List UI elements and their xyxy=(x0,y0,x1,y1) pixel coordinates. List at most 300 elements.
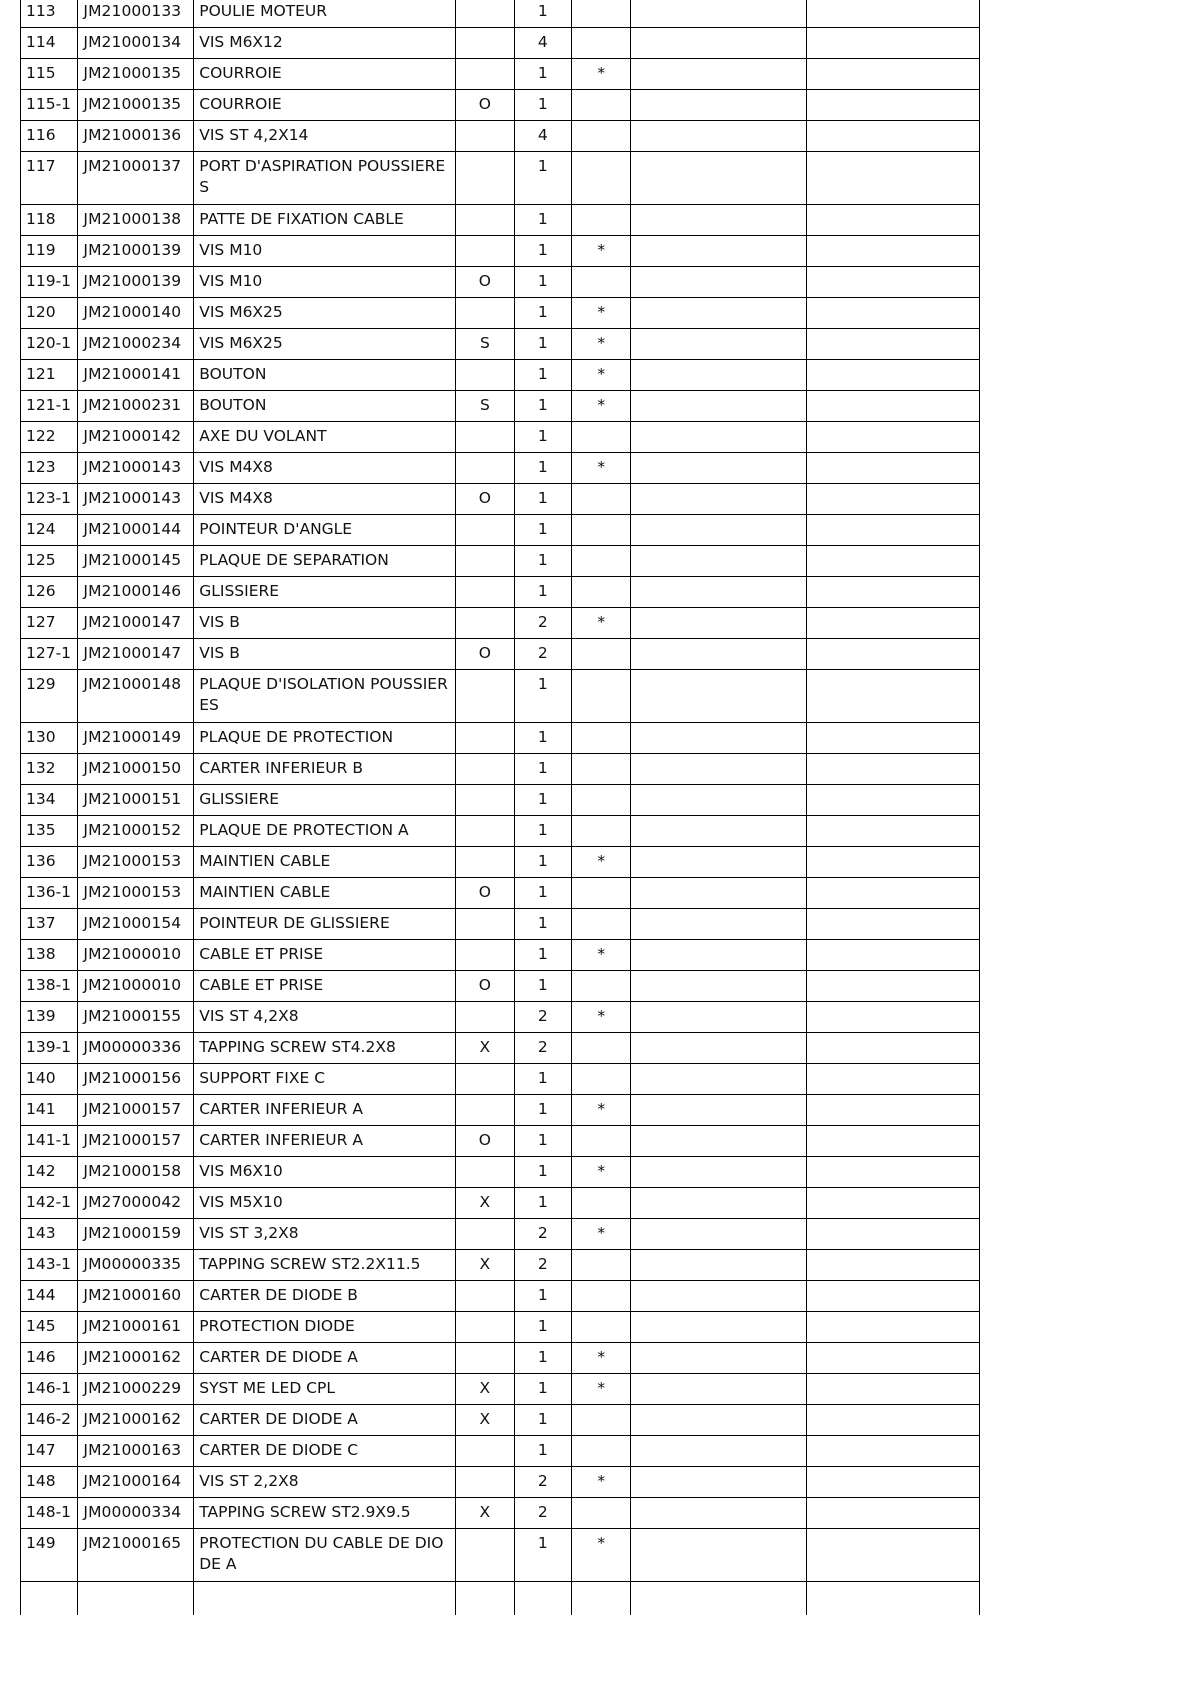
part-mark-cell: O xyxy=(456,266,514,297)
empty-cell xyxy=(631,1125,806,1156)
part-ref-cell: 137 xyxy=(21,908,78,939)
part-code-cell: JM21000152 xyxy=(78,815,194,846)
part-mark-cell: X xyxy=(456,1497,514,1528)
table-row xyxy=(21,970,980,1001)
part-ref-cell: 118 xyxy=(21,204,78,235)
part-qty-cell: 1 xyxy=(514,328,571,359)
part-code-cell: JM21000164 xyxy=(78,1466,194,1497)
part-ref-cell: 123 xyxy=(21,452,78,483)
part-mark-cell: X xyxy=(456,1032,514,1063)
empty-cell xyxy=(806,1342,979,1373)
empty-cell xyxy=(21,1581,78,1615)
part-star-cell xyxy=(571,27,630,58)
part-star-cell xyxy=(571,1280,630,1311)
part-ref-cell: 143-1 xyxy=(21,1249,78,1280)
part-star-cell xyxy=(571,1032,630,1063)
part-description-cell: PATTE DE FIXATION CABLE xyxy=(194,204,456,235)
part-qty-cell: 1 xyxy=(514,1311,571,1342)
part-ref-cell: 125 xyxy=(21,545,78,576)
part-qty-cell: 1 xyxy=(514,452,571,483)
table-row xyxy=(21,120,980,151)
empty-cell xyxy=(631,1404,806,1435)
empty-cell xyxy=(631,1001,806,1032)
part-ref-cell: 120 xyxy=(21,297,78,328)
empty-cell xyxy=(806,452,979,483)
part-description-cell: PLAQUE D'ISOLATION POUSSIER ES xyxy=(194,669,456,722)
part-star-cell xyxy=(571,89,630,120)
part-description-cell: MAINTIEN CABLE xyxy=(194,877,456,908)
empty-cell xyxy=(631,784,806,815)
empty-cell xyxy=(631,1280,806,1311)
part-code-cell: JM21000150 xyxy=(78,753,194,784)
empty-cell xyxy=(806,58,979,89)
part-star-cell xyxy=(571,1249,630,1280)
empty-cell xyxy=(631,576,806,607)
part-mark-cell xyxy=(456,0,514,27)
table-row xyxy=(21,1435,980,1466)
empty-cell xyxy=(631,908,806,939)
empty-cell xyxy=(806,1528,979,1581)
empty-cell xyxy=(806,1063,979,1094)
part-qty-cell: 1 xyxy=(514,939,571,970)
part-ref-cell: 139-1 xyxy=(21,1032,78,1063)
part-description-cell: CARTER INFERIEUR B xyxy=(194,753,456,784)
part-mark-cell: O xyxy=(456,1125,514,1156)
part-qty-cell: 1 xyxy=(514,1435,571,1466)
part-ref-cell: 116 xyxy=(21,120,78,151)
part-qty-cell: 1 xyxy=(514,669,571,722)
part-star-cell xyxy=(571,576,630,607)
empty-cell xyxy=(806,151,979,204)
part-ref-cell: 130 xyxy=(21,722,78,753)
empty-cell xyxy=(631,483,806,514)
empty-cell xyxy=(631,1187,806,1218)
part-qty-cell: 1 xyxy=(514,784,571,815)
part-mark-cell: O xyxy=(456,89,514,120)
part-ref-cell: 139 xyxy=(21,1001,78,1032)
part-star-cell xyxy=(571,514,630,545)
part-mark-cell xyxy=(456,815,514,846)
empty-cell xyxy=(631,638,806,669)
table-row xyxy=(21,514,980,545)
part-code-cell: JM21000161 xyxy=(78,1311,194,1342)
part-ref-cell: 113 xyxy=(21,0,78,27)
empty-cell xyxy=(806,1311,979,1342)
part-qty-cell: 1 xyxy=(514,722,571,753)
part-star-cell xyxy=(571,1187,630,1218)
empty-cell xyxy=(631,151,806,204)
part-description-cell: PLAQUE DE SEPARATION xyxy=(194,545,456,576)
empty-cell xyxy=(194,1581,456,1615)
part-ref-cell: 119-1 xyxy=(21,266,78,297)
part-code-cell: JM21000158 xyxy=(78,1156,194,1187)
table-row xyxy=(21,669,980,722)
empty-cell xyxy=(631,204,806,235)
part-ref-cell: 134 xyxy=(21,784,78,815)
parts-table xyxy=(20,0,980,1615)
part-description-cell: TAPPING SCREW ST4.2X8 xyxy=(194,1032,456,1063)
part-mark-cell: X xyxy=(456,1373,514,1404)
empty-cell xyxy=(631,1373,806,1404)
empty-cell xyxy=(631,877,806,908)
empty-cell xyxy=(806,483,979,514)
part-qty-cell: 2 xyxy=(514,1497,571,1528)
part-mark-cell xyxy=(456,576,514,607)
part-code-cell: JM21000143 xyxy=(78,452,194,483)
empty-cell xyxy=(806,235,979,266)
part-description-cell: POULIE MOTEUR xyxy=(194,0,456,27)
table-row xyxy=(21,328,980,359)
part-ref-cell: 114 xyxy=(21,27,78,58)
empty-cell xyxy=(806,0,979,27)
part-ref-cell: 148 xyxy=(21,1466,78,1497)
blank-table-row xyxy=(21,1581,980,1615)
part-qty-cell: 1 xyxy=(514,576,571,607)
empty-cell xyxy=(631,390,806,421)
part-star-cell xyxy=(571,877,630,908)
table-row xyxy=(21,846,980,877)
part-mark-cell xyxy=(456,1466,514,1497)
empty-cell xyxy=(806,1032,979,1063)
part-qty-cell: 1 xyxy=(514,1404,571,1435)
part-description-cell: CABLE ET PRISE xyxy=(194,939,456,970)
part-ref-cell: 141-1 xyxy=(21,1125,78,1156)
part-description-cell: PLAQUE DE PROTECTION xyxy=(194,722,456,753)
part-mark-cell xyxy=(456,1311,514,1342)
part-qty-cell: 1 xyxy=(514,235,571,266)
part-ref-cell: 121-1 xyxy=(21,390,78,421)
part-description-cell: CARTER DE DIODE A xyxy=(194,1342,456,1373)
part-qty-cell: 2 xyxy=(514,607,571,638)
empty-cell xyxy=(806,1218,979,1249)
part-code-cell: JM21000138 xyxy=(78,204,194,235)
table-row xyxy=(21,1249,980,1280)
part-ref-cell: 142-1 xyxy=(21,1187,78,1218)
part-description-cell: VIS M4X8 xyxy=(194,452,456,483)
part-star-cell: * xyxy=(571,1001,630,1032)
part-mark-cell xyxy=(456,58,514,89)
part-qty-cell: 1 xyxy=(514,266,571,297)
part-description-cell: PROTECTION DIODE xyxy=(194,1311,456,1342)
part-mark-cell xyxy=(456,1001,514,1032)
part-code-cell: JM21000135 xyxy=(78,58,194,89)
empty-cell xyxy=(806,1373,979,1404)
part-qty-cell: 1 xyxy=(514,1125,571,1156)
empty-cell xyxy=(78,1581,194,1615)
part-description-cell: COURROIE xyxy=(194,58,456,89)
empty-cell xyxy=(631,1528,806,1581)
table-row xyxy=(21,1156,980,1187)
part-mark-cell xyxy=(456,297,514,328)
part-ref-cell: 148-1 xyxy=(21,1497,78,1528)
empty-cell xyxy=(631,297,806,328)
empty-cell xyxy=(806,815,979,846)
part-description-cell: PORT D'ASPIRATION POUSSIERE S xyxy=(194,151,456,204)
part-code-cell: JM21000153 xyxy=(78,846,194,877)
part-qty-cell: 2 xyxy=(514,1249,571,1280)
part-star-cell xyxy=(571,204,630,235)
part-star-cell xyxy=(571,0,630,27)
empty-cell xyxy=(631,846,806,877)
part-mark-cell xyxy=(456,1528,514,1581)
table-row xyxy=(21,390,980,421)
empty-cell xyxy=(806,970,979,1001)
part-mark-cell xyxy=(456,27,514,58)
empty-cell xyxy=(631,753,806,784)
table-row xyxy=(21,1032,980,1063)
empty-cell xyxy=(631,1063,806,1094)
part-description-cell: GLISSIERE xyxy=(194,576,456,607)
empty-cell xyxy=(806,1249,979,1280)
part-description-cell: MAINTIEN CABLE xyxy=(194,846,456,877)
part-mark-cell: O xyxy=(456,638,514,669)
part-mark-cell xyxy=(456,1342,514,1373)
table-row xyxy=(21,784,980,815)
empty-cell xyxy=(631,1581,806,1615)
part-mark-cell xyxy=(456,753,514,784)
empty-cell xyxy=(806,1280,979,1311)
part-description-cell: SUPPORT FIXE C xyxy=(194,1063,456,1094)
part-description-cell: VIS M6X25 xyxy=(194,328,456,359)
part-code-cell: JM21000146 xyxy=(78,576,194,607)
part-qty-cell: 1 xyxy=(514,877,571,908)
empty-cell xyxy=(631,1156,806,1187)
table-row xyxy=(21,359,980,390)
part-star-cell xyxy=(571,1435,630,1466)
part-qty-cell: 1 xyxy=(514,815,571,846)
part-code-cell: JM21000139 xyxy=(78,235,194,266)
part-description-cell: VIS M10 xyxy=(194,266,456,297)
table-row xyxy=(21,204,980,235)
part-code-cell: JM21000135 xyxy=(78,89,194,120)
part-mark-cell xyxy=(456,908,514,939)
part-code-cell: JM21000140 xyxy=(78,297,194,328)
part-mark-cell xyxy=(456,939,514,970)
part-ref-cell: 142 xyxy=(21,1156,78,1187)
part-code-cell: JM21000136 xyxy=(78,120,194,151)
part-description-cell: POINTEUR D'ANGLE xyxy=(194,514,456,545)
part-star-cell: * xyxy=(571,1528,630,1581)
empty-cell xyxy=(631,1032,806,1063)
part-qty-cell: 1 xyxy=(514,1156,571,1187)
part-star-cell xyxy=(571,638,630,669)
part-description-cell: VIS B xyxy=(194,607,456,638)
part-qty-cell: 1 xyxy=(514,1187,571,1218)
empty-cell xyxy=(806,1094,979,1125)
table-row xyxy=(21,1218,980,1249)
part-ref-cell: 123-1 xyxy=(21,483,78,514)
empty-cell xyxy=(806,266,979,297)
part-mark-cell: S xyxy=(456,390,514,421)
part-description-cell: SYST ME LED CPL xyxy=(194,1373,456,1404)
part-ref-cell: 121 xyxy=(21,359,78,390)
table-row xyxy=(21,58,980,89)
part-qty-cell: 1 xyxy=(514,1094,571,1125)
table-row xyxy=(21,607,980,638)
part-code-cell: JM21000229 xyxy=(78,1373,194,1404)
part-description-cell: CARTER INFERIEUR A xyxy=(194,1094,456,1125)
empty-cell xyxy=(806,1581,979,1615)
table-row xyxy=(21,1125,980,1156)
empty-cell xyxy=(806,1466,979,1497)
table-row xyxy=(21,1404,980,1435)
part-star-cell: * xyxy=(571,1466,630,1497)
part-ref-cell: 115-1 xyxy=(21,89,78,120)
part-qty-cell: 1 xyxy=(514,1342,571,1373)
table-row xyxy=(21,1094,980,1125)
part-code-cell: JM21000142 xyxy=(78,421,194,452)
table-row xyxy=(21,1497,980,1528)
part-mark-cell xyxy=(456,452,514,483)
empty-cell xyxy=(806,638,979,669)
empty-cell xyxy=(806,669,979,722)
table-row xyxy=(21,452,980,483)
table-row xyxy=(21,1342,980,1373)
empty-cell xyxy=(631,0,806,27)
part-qty-cell: 1 xyxy=(514,58,571,89)
table-row xyxy=(21,1063,980,1094)
part-description-cell: VIS ST 4,2X14 xyxy=(194,120,456,151)
part-ref-cell: 146-2 xyxy=(21,1404,78,1435)
part-description-cell: PLAQUE DE PROTECTION A xyxy=(194,815,456,846)
empty-cell xyxy=(631,939,806,970)
table-row xyxy=(21,89,980,120)
part-star-cell xyxy=(571,483,630,514)
part-star-cell xyxy=(571,1311,630,1342)
part-code-cell: JM21000010 xyxy=(78,939,194,970)
part-description-cell: CARTER DE DIODE C xyxy=(194,1435,456,1466)
part-description-cell: TAPPING SCREW ST2.9X9.5 xyxy=(194,1497,456,1528)
part-star-cell: * xyxy=(571,607,630,638)
part-ref-cell: 146 xyxy=(21,1342,78,1373)
part-star-cell xyxy=(571,1497,630,1528)
part-qty-cell: 1 xyxy=(514,970,571,1001)
empty-cell xyxy=(806,939,979,970)
part-description-cell: VIS ST 2,2X8 xyxy=(194,1466,456,1497)
part-ref-cell: 126 xyxy=(21,576,78,607)
empty-cell xyxy=(806,1435,979,1466)
part-qty-cell: 1 xyxy=(514,908,571,939)
part-mark-cell xyxy=(456,421,514,452)
empty-cell xyxy=(631,722,806,753)
part-ref-cell: 129 xyxy=(21,669,78,722)
part-mark-cell xyxy=(456,359,514,390)
part-mark-cell: O xyxy=(456,970,514,1001)
part-code-cell: JM21000010 xyxy=(78,970,194,1001)
part-ref-cell: 147 xyxy=(21,1435,78,1466)
empty-cell xyxy=(571,1581,630,1615)
part-mark-cell: O xyxy=(456,877,514,908)
part-description-cell: TAPPING SCREW ST2.2X11.5 xyxy=(194,1249,456,1280)
empty-cell xyxy=(514,1581,571,1615)
part-code-cell: JM21000153 xyxy=(78,877,194,908)
part-qty-cell: 2 xyxy=(514,1466,571,1497)
part-qty-cell: 1 xyxy=(514,846,571,877)
part-star-cell: * xyxy=(571,939,630,970)
empty-cell xyxy=(631,514,806,545)
part-description-cell: VIS M5X10 xyxy=(194,1187,456,1218)
table-row xyxy=(21,27,980,58)
part-qty-cell: 1 xyxy=(514,1280,571,1311)
empty-cell xyxy=(806,576,979,607)
table-row xyxy=(21,815,980,846)
empty-cell xyxy=(631,235,806,266)
part-code-cell: JM21000234 xyxy=(78,328,194,359)
empty-cell xyxy=(631,1342,806,1373)
table-row xyxy=(21,235,980,266)
part-code-cell: JM21000141 xyxy=(78,359,194,390)
part-code-cell: JM21000165 xyxy=(78,1528,194,1581)
part-code-cell: JM21000147 xyxy=(78,607,194,638)
empty-cell xyxy=(631,970,806,1001)
part-code-cell: JM21000151 xyxy=(78,784,194,815)
part-star-cell xyxy=(571,970,630,1001)
empty-cell xyxy=(806,1497,979,1528)
part-code-cell: JM21000154 xyxy=(78,908,194,939)
part-star-cell: * xyxy=(571,328,630,359)
part-code-cell: JM21000159 xyxy=(78,1218,194,1249)
part-qty-cell: 2 xyxy=(514,1032,571,1063)
part-qty-cell: 4 xyxy=(514,120,571,151)
part-qty-cell: 1 xyxy=(514,204,571,235)
part-star-cell: * xyxy=(571,359,630,390)
empty-cell xyxy=(806,1187,979,1218)
part-ref-cell: 115 xyxy=(21,58,78,89)
empty-cell xyxy=(806,607,979,638)
part-star-cell xyxy=(571,669,630,722)
part-description-cell: PROTECTION DU CABLE DE DIO DE A xyxy=(194,1528,456,1581)
part-qty-cell: 1 xyxy=(514,359,571,390)
part-ref-cell: 136 xyxy=(21,846,78,877)
part-code-cell: JM21000163 xyxy=(78,1435,194,1466)
table-row xyxy=(21,266,980,297)
table-row xyxy=(21,908,980,939)
part-qty-cell: 1 xyxy=(514,514,571,545)
table-row xyxy=(21,0,980,27)
empty-cell xyxy=(631,1218,806,1249)
part-ref-cell: 135 xyxy=(21,815,78,846)
part-mark-cell xyxy=(456,235,514,266)
empty-cell xyxy=(631,120,806,151)
part-star-cell: * xyxy=(571,1218,630,1249)
part-qty-cell: 1 xyxy=(514,483,571,514)
part-star-cell xyxy=(571,266,630,297)
table-row xyxy=(21,753,980,784)
part-star-cell: * xyxy=(571,452,630,483)
empty-cell xyxy=(631,1435,806,1466)
empty-cell xyxy=(806,877,979,908)
part-ref-cell: 117 xyxy=(21,151,78,204)
part-qty-cell: 1 xyxy=(514,1528,571,1581)
part-mark-cell xyxy=(456,1063,514,1094)
part-code-cell: JM27000042 xyxy=(78,1187,194,1218)
part-mark-cell xyxy=(456,1156,514,1187)
part-qty-cell: 1 xyxy=(514,1373,571,1404)
part-description-cell: VIS M6X25 xyxy=(194,297,456,328)
part-mark-cell xyxy=(456,514,514,545)
parts-table-body xyxy=(21,0,980,1615)
part-code-cell: JM21000144 xyxy=(78,514,194,545)
part-mark-cell: X xyxy=(456,1404,514,1435)
part-star-cell xyxy=(571,815,630,846)
part-mark-cell xyxy=(456,1435,514,1466)
empty-cell xyxy=(806,328,979,359)
empty-cell xyxy=(631,266,806,297)
part-ref-cell: 144 xyxy=(21,1280,78,1311)
table-row xyxy=(21,1528,980,1581)
part-mark-cell: X xyxy=(456,1187,514,1218)
part-description-cell: CARTER INFERIEUR A xyxy=(194,1125,456,1156)
